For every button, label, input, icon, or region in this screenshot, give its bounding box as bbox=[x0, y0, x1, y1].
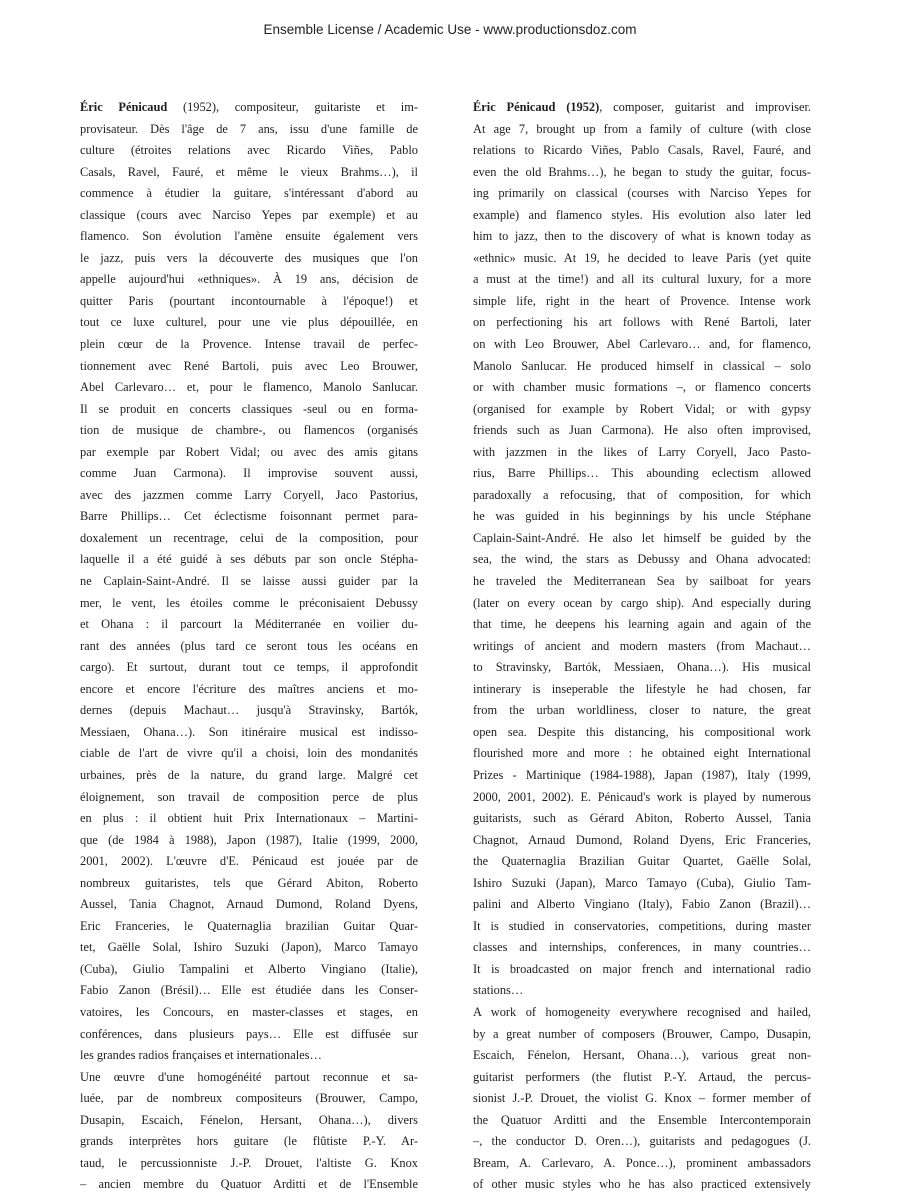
text-line: laquelle il a été guidé à ses débuts par son oncle Stépha- bbox=[80, 552, 418, 567]
text-line: stations… bbox=[473, 983, 524, 998]
text-line: Ishiro Suzuki (Japan), Marco Tamayo (Cuba), Giulio Tam- bbox=[473, 875, 811, 890]
text-line: tionnement avec René Bartoli, puis avec Leo Brouwer, bbox=[80, 358, 418, 373]
license-watermark: Ensemble License / Academic Use - www.productionsdoz.com bbox=[263, 22, 637, 37]
text-line: taud, le percussionniste J.-P. Drouet, l'altiste G. Knox bbox=[80, 1155, 418, 1170]
text-line: It is studied in conservatories, competitions, during master bbox=[473, 918, 811, 933]
text-line: intinerary is inseperable the lifestyle he had chosen, far bbox=[473, 681, 811, 696]
text-line: Il se produit en concerts classiques -seul ou en forma- bbox=[80, 401, 418, 416]
text-line: comme Juan Carmona). Il improvise souvent aussi, bbox=[80, 466, 418, 481]
text-line: cargo). Et surtout, durant tout ce temps, il approfondit bbox=[80, 660, 418, 675]
text-line: Manolo Sanlucar. He produced himself in classical – solo bbox=[473, 358, 811, 373]
text-line: Eric Franceries, le Quaternaglia brazilian Guitar Quar- bbox=[80, 918, 418, 933]
text-line: les grandes radios françaises et internationales… bbox=[80, 1048, 322, 1063]
text-line: provisateur. Dès l'âge de 7 ans, issu d'une famille de bbox=[80, 121, 418, 136]
author-name: Éric Pénicaud bbox=[80, 100, 168, 114]
text-line: Chagnot, Arnaud Dumond, Roland Dyens, Eric Franceries, bbox=[473, 832, 811, 847]
text-line: nombreux guitaristes, tels que Gérard Abiton, Roberto bbox=[80, 875, 418, 890]
text-line: Messiaen, Ohana…). Son itinéraire musical est indisso- bbox=[80, 724, 418, 739]
text-line: sea, the wind, the stars as Debussy and Ohana advocated: bbox=[473, 552, 811, 567]
text-line: Caplain-Saint-André. He also let himself be guided by the bbox=[473, 530, 811, 545]
text-line: 2000, 2001, 2002). E. Pénicaud's work is played by numerous bbox=[473, 789, 811, 804]
text-line: example) and flamenco styles. His evolution also later led bbox=[473, 207, 811, 222]
text-line: by a great number of composers (Brouwer, Campo, Dusapin, bbox=[473, 1026, 811, 1041]
text-line: guitarists, such as Gérard Abiton, Roberto Aussel, Tania bbox=[473, 811, 811, 826]
text-line: conférences, dans plusieurs pays… Elle est diffusée sur bbox=[80, 1026, 418, 1041]
text-line: luée, par de nombreux compositeurs (Brouwer, Campo, bbox=[80, 1091, 418, 1106]
text-line: paradoxally a refocusing, that of composition, for which bbox=[473, 487, 811, 502]
text-line: 2001, 2002). L'œuvre d'E. Pénicaud est jouée par de bbox=[80, 854, 418, 869]
text-line: Bream, A. Carlevaro, A. Ponce…), prominent ambassadors bbox=[473, 1155, 811, 1170]
text-line: (later on every ocean by cargo ship). And especially during bbox=[473, 595, 811, 610]
english-biography-column bbox=[473, 97, 811, 1196]
text-line: relations to Ricardo Viñes, Pablo Casals, Ravel, Fauré, and bbox=[473, 143, 811, 158]
text-line: avec des jazzmen comme Larry Coryell, Jaco Pastorius, bbox=[80, 487, 418, 502]
text-line: culture (étroites relations avec Ricardo Viñes, Pablo bbox=[80, 143, 418, 158]
text-line: him to jazz, then to the discovery of what is known today as bbox=[473, 229, 811, 244]
text-line: the Quaternaglia Brazilian Guitar Quartet, Gaëlle Solal, bbox=[473, 854, 811, 869]
author-name: Éric Pénicaud (1952) bbox=[473, 100, 600, 114]
text-line: Une œuvre d'une homogénéité partout reconnue et sa- bbox=[80, 1069, 418, 1084]
text-line: tet, Gaëlle Solal, Ishiro Suzuki (Japon), Marco Tamayo bbox=[80, 940, 418, 955]
text-line: sionist J.-P. Drouet, the violist G. Knox – former member of bbox=[473, 1091, 811, 1106]
text-line: encore et encore l'écriture des maîtres anciens et mo- bbox=[80, 681, 418, 696]
text-line bbox=[80, 97, 418, 119]
text-line: Barre Phillips… Cet éclectisme foisonnant permet para- bbox=[80, 509, 418, 524]
text-line: mer, le vent, les étoiles comme le préconisaient Debussy bbox=[80, 595, 418, 610]
text-line: open sea. Despite this distancing, his compositional work bbox=[473, 724, 811, 739]
text-line: rius, Barre Phillips… This abounding eclectism allowed bbox=[473, 466, 811, 481]
text-line: classes and internships, conferences, in many countries… bbox=[473, 940, 811, 955]
text-line: Casals, Ravel, Fauré, et même le vieux Brahms…), il bbox=[80, 164, 418, 179]
text-line: a must at the time!) and all its cultural luxury, for a more bbox=[473, 272, 811, 287]
text-line: he was guided in his beginnings by his uncle Stéphane bbox=[473, 509, 811, 524]
text-line: the Quatuor Arditti and the Ensemble Intercontemporain bbox=[473, 1112, 811, 1127]
text-line: A work of homogeneity everywhere recognised and hailed, bbox=[473, 1004, 811, 1019]
text-line: with jazzmen in the likes of Larry Coryell, Jaco Pasto- bbox=[473, 444, 811, 459]
text-line: quitter Paris (pourtant incontournable à l'époque!) et bbox=[80, 293, 418, 308]
text-line: ciable de l'art de vivre qu'il a choisi, loin des mondanités bbox=[80, 746, 418, 761]
french-biography-column bbox=[80, 97, 418, 1196]
text-line: par exemple par Robert Vidal; ou avec des amis gitans bbox=[80, 444, 418, 459]
text-line: to Stravinsky, Bartók, Messiaen, Ohana…). His musical bbox=[473, 660, 811, 675]
text-line: on with Leo Brouwer, Abel Carlevaro… and, for flamenco, bbox=[473, 337, 811, 352]
text-line: et Ohana : il parcourt la Méditerranée en voilier du- bbox=[80, 617, 418, 632]
text-line: dernes (depuis Machaut… jusqu'à Stravinsky, Bartók, bbox=[80, 703, 418, 718]
text-line: of other music styles who he has also practiced extensively bbox=[473, 1177, 811, 1192]
text-line: tion de musique de chambre-, ou flamencos (organisés bbox=[80, 423, 418, 438]
text-line: Aussel, Tania Chagnot, Arnaud Dumond, Roland Dyens, bbox=[80, 897, 418, 912]
text-line: rant des années (plus tard ce seront tous les océans en bbox=[80, 638, 418, 653]
text-line: (organised for example by Robert Vidal; or with gypsy bbox=[473, 401, 811, 416]
text-line: le jazz, puis vers la découverte des musiques que l'on bbox=[80, 250, 418, 265]
text-line: commence à étudier la guitare, s'intéressant d'abord au bbox=[80, 186, 418, 201]
text-line: friends such as Juan Carmona). He also often improvised, bbox=[473, 423, 811, 438]
text-line: writings of ancient and modern masters (from Machaut… bbox=[473, 638, 811, 653]
text-line: Escaich, Fénelon, Hersant, Ohana…), various great non- bbox=[473, 1048, 811, 1063]
text-line: simple life, right in the heart of Provence. Intense work bbox=[473, 293, 811, 308]
text-line: doxalement un recentrage, celui de la composition, pour bbox=[80, 530, 418, 545]
text-line: even the old Brahms…), he began to study the guitar, focus- bbox=[473, 164, 811, 179]
text-line: flourished more and more : he obtained eight International bbox=[473, 746, 811, 761]
text-line: éloignement, son travail de composition perce de plus bbox=[80, 789, 418, 804]
text-line: Abel Carlevaro… et, pour le flamenco, Manolo Sanlucar. bbox=[80, 380, 418, 395]
text-line: ne Caplain-Saint-André. Il se laisse aussi guider par la bbox=[80, 574, 418, 589]
text-line: It is broadcasted on major french and international radio bbox=[473, 961, 811, 976]
text-line: from the urban worldliness, closer to nature, the great bbox=[473, 703, 811, 718]
text-line: on perfectioning his art follows with René Bartoli, later bbox=[473, 315, 811, 330]
text-line bbox=[473, 97, 811, 119]
text-line: urbaines, près de la nature, du grand large. Malgré cet bbox=[80, 767, 418, 782]
text-fragment: , composer, guitarist and improviser. bbox=[599, 100, 811, 114]
text-line: (Cuba), Giulio Tampalini et Alberto Vingiano (Italie), bbox=[80, 961, 418, 976]
text-line: tout ce luxe culturel, pour une vie plus dépouillée, en bbox=[80, 315, 418, 330]
text-line: that time, he deepens his learning again and again of the bbox=[473, 617, 811, 632]
text-line: que (de 1984 à 1988), Japon (1987), Italie (1999, 2000, bbox=[80, 832, 418, 847]
text-line: plein cœur de la Provence. Intense travail de perfec- bbox=[80, 337, 418, 352]
text-line: ing primarily on classical (courses with Narciso Yepes for bbox=[473, 186, 811, 201]
text-line: Fabio Zanon (Brésil)… Elle est étudiée dans les Conser- bbox=[80, 983, 418, 998]
text-line: appelle aujourd'hui «ethniques». À 19 ans, décision de bbox=[80, 272, 418, 287]
text-line: palini and Alberto Vingiano (Italy), Fabio Zanon (Brazil)… bbox=[473, 897, 811, 912]
text-line: Prizes - Martinique (1984-1988), Japan (1987), Italy (1999, bbox=[473, 767, 811, 782]
text-line: he traveled the Mediterranean Sea by sailboat for years bbox=[473, 574, 811, 589]
text-line: vatoires, les Concours, en master-classes et stages, en bbox=[80, 1004, 418, 1019]
text-line: Dusapin, Escaich, Fénelon, Hersant, Ohana…), divers bbox=[80, 1112, 418, 1127]
text-line: grands interprètes hors guitare (le flûtiste P.-Y. Ar- bbox=[80, 1134, 418, 1149]
text-line: en plus : il obtient huit Prix Internationaux – Martini- bbox=[80, 811, 418, 826]
text-fragment: (1952), compositeur, guitariste et im- bbox=[167, 100, 418, 114]
text-line: or with chamber music formations –, or flamenco concerts bbox=[473, 380, 811, 395]
text-line: –, the conductor D. Oren…), guitarists and pedagogues (J. bbox=[473, 1134, 811, 1149]
text-line: – ancien membre du Quatuor Arditti et de l'Ensemble bbox=[80, 1177, 418, 1192]
text-line: guitarist performers (the flutist P.-Y. Artaud, the percus- bbox=[473, 1069, 811, 1084]
text-line: At age 7, brought up from a family of culture (with close bbox=[473, 121, 811, 136]
text-line: flamenco. Son évolution l'amène ensuite également vers bbox=[80, 229, 418, 244]
text-line: classique (cours avec Narciso Yepes par exemple) et au bbox=[80, 207, 418, 222]
text-line: «ethnic» music. At 19, he decided to leave Paris (yet quite bbox=[473, 250, 811, 265]
